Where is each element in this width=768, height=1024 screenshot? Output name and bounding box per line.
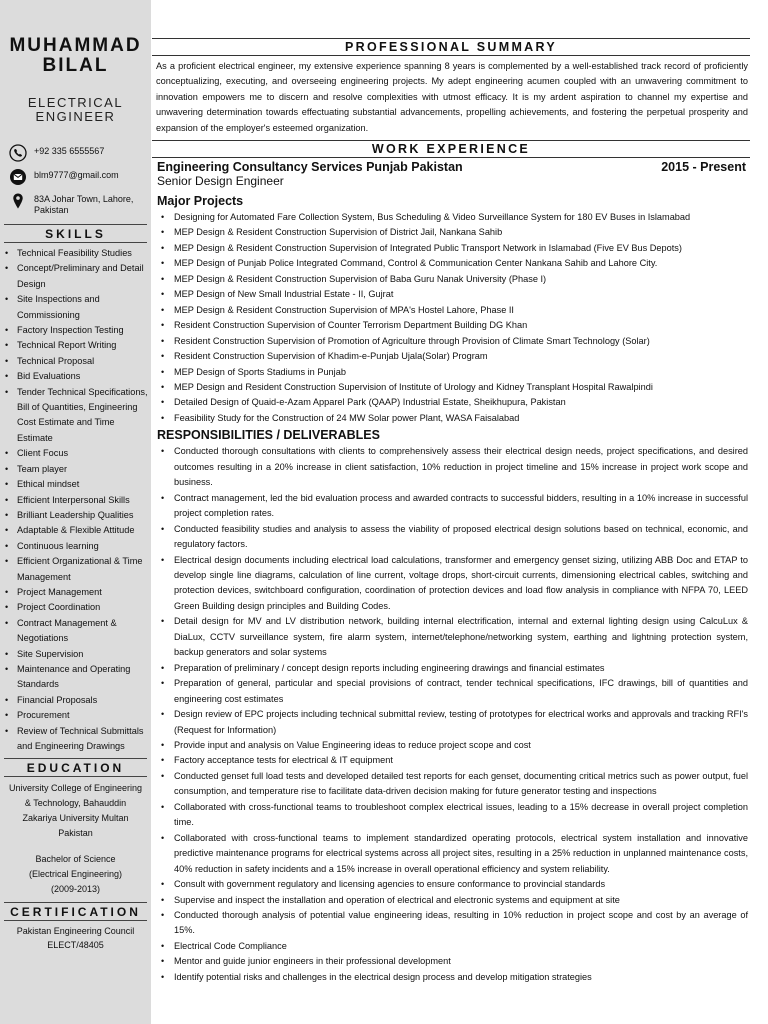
skill-item: • Maintenance and Operating Standards xyxy=(0,662,151,693)
project-item: • MEP Design and Resident Construction Supervision of Institute of Urology and Kidney Transplant Hospital Rawalpindi xyxy=(152,380,750,395)
project-item: • MEP Design & Resident Construction Supervision of MPA's Hostel Lahore, Phase II xyxy=(152,303,750,318)
skill-item: • Procurement xyxy=(0,708,151,723)
project-item: • MEP Design of Sports Stadiums in Punjab xyxy=(152,365,750,380)
responsibility-item: • Consult with government regulatory and licensing agencies to ensure conformance to provincial standards xyxy=(152,877,750,892)
project-item: • Detailed Design of Quaid-e-Azam Apparel Park (QAAP) Industrial Estate, Sheikhupura, Pakistan xyxy=(152,395,750,410)
skill-item: • Site Inspections and Commissioning xyxy=(0,292,151,323)
main-content xyxy=(152,0,750,1024)
sidebar xyxy=(0,0,151,1024)
project-item: • MEP Design of Punjab Police Integrated Command, Control & Communication Center Nankana Sahib and Lahore City. xyxy=(152,256,750,271)
project-item: • MEP Design & Resident Construction Supervision of Integrated Public Transport Network in Islamabad (Five EV Bus Depots) xyxy=(152,241,750,256)
skill-item: • Bid Evaluations xyxy=(0,369,151,384)
skill-item: • Team player xyxy=(0,462,151,477)
skill-item: • Project Coordination xyxy=(0,600,151,615)
project-item: • Resident Construction Supervision of Khadim-e-Punjab Ujala(Solar) Program xyxy=(152,349,750,364)
project-item: • MEP Design & Resident Construction Supervision of Baba Guru Nanak University (Phase I) xyxy=(152,272,750,287)
job-role: Senior Design Engineer xyxy=(157,174,284,189)
title-line-2: ENGINEER xyxy=(35,109,116,124)
contact-email xyxy=(7,168,151,186)
skill-item: • Technical Proposal xyxy=(0,354,151,369)
responsibility-item: • Preparation of general, particular and special provisions of contract, tender technical specifications, IFC drawings, bill of quantities and engineering cost estimates xyxy=(152,676,750,707)
degree-line-2: (Electrical Engineering) xyxy=(28,869,123,880)
summary-text: As a proficient electrical engineer, my extensive experience spanning 8 years is complemented by a well-established track record of proficiently conceptualizing, executing, and overseeing engineering projects. My adept engineering acumen coupled with an unwavering commitment to innovation empowers me to discern and resolve complexities with utmost efficacy. It is my ardent aspiration to channel my expertise and unwavering determination towards effectuating substantial advancements, propelling achievements, and fostering the perpetual prosperity and expansion of the employer's esteemed organization. xyxy=(156,61,748,133)
skill-item: • Concept/Preliminary and Detail Design xyxy=(0,261,151,292)
email-address[interactable]: blm9777@gmail.com xyxy=(34,170,119,180)
skill-item: • Review of Technical Submittals and Engineering Drawings xyxy=(0,724,151,755)
title-line-1: ELECTRICAL xyxy=(27,95,124,110)
degree-years: (2009-2013) xyxy=(50,884,101,895)
job-title xyxy=(0,96,151,124)
phone-icon xyxy=(7,144,29,162)
responsibility-item: • Contract management, led the bid evaluation process and awarded contracts to successful bidders, resulting in a 10% increase in successful project completion rates. xyxy=(152,491,750,522)
skill-item: • Project Management xyxy=(0,585,151,600)
responsibility-item: • Conducted thorough consultations with clients to comprehensively assess their electrical design needs, project specifications, and desired outcomes resulting in a 20% increase in client satisfaction, 10% reduction in project timeline and 15% increase in project work scope and business. xyxy=(152,444,750,490)
responsibility-item: • Design review of EPC projects including technical submittal review, testing of prototypes for electrical works and approvals and tracking RFI's (Request for Information) xyxy=(152,707,750,738)
university-line-4: Pakistan xyxy=(58,828,93,839)
skill-item: • Financial Proposals xyxy=(0,693,151,708)
education-heading: EDUCATION xyxy=(4,758,147,777)
education-entry xyxy=(0,781,151,897)
phone-number[interactable]: +92 335 6555567 xyxy=(34,146,105,156)
responsibility-item: • Conducted feasibility studies and analysis to assess the viability of proposed electrical design solutions based on technical, economic, and regulatory factors. xyxy=(152,522,750,553)
responsibilities-heading: RESPONSIBILITIES / DELIVERABLES xyxy=(157,428,380,443)
responsibility-item: • Electrical Code Compliance xyxy=(152,939,750,954)
job-header xyxy=(152,160,750,174)
certification-line-2: ELECT/48405 xyxy=(47,940,104,951)
skill-item: • Ethical mindset xyxy=(0,477,151,492)
skills-list xyxy=(0,246,151,754)
skill-item: • Site Supervision xyxy=(0,647,151,662)
candidate-name xyxy=(0,36,151,76)
summary-heading: PROFESSIONAL SUMMARY xyxy=(152,38,750,56)
job-dates: 2015 - Present xyxy=(661,160,746,175)
responsibility-item: • Supervise and inspect the installation and operation of electrical and electronic systems and equipment at site xyxy=(152,893,750,908)
name-line-2: BILAL xyxy=(42,55,109,76)
skill-item: • Contract Management & Negotiations xyxy=(0,616,151,647)
skill-item: • Efficient Interpersonal Skills xyxy=(0,493,151,508)
university-line-1: University College of Engineering xyxy=(8,783,143,794)
address-line-2: Pakistan xyxy=(34,205,69,215)
responsibility-item: • Conducted thorough analysis of potential value engineering ideas, resulting in 10% reduction in project scope and cost by an average of 15%. xyxy=(152,908,750,939)
responsibility-item: • Factory acceptance tests for electrical & IT equipment xyxy=(152,753,750,768)
responsibilities-list xyxy=(152,444,750,985)
project-item: • Resident Construction Supervision of Promotion of Agriculture through Provision of Climate Smart Technology (Solar) xyxy=(152,334,750,349)
responsibility-item: • Collaborated with cross-functional teams to implement standardized operating protocols, electrical system installation and innovative predictive maintenance programs for electrical systems across all project sites, resulting in a 25% reduction in unplanned maintenance costs, 40% reduction in safety incidents and a 15% increase in overall operational efficiency and system reliability. xyxy=(152,831,750,877)
skill-item: • Efficient Organizational & Time Management xyxy=(0,554,151,585)
certification-line-1: Pakistan Engineering Council xyxy=(16,926,135,937)
location-pin-icon xyxy=(7,192,29,210)
responsibility-item: • Provide input and analysis on Value Engineering ideas to reduce project scope and cost xyxy=(152,738,750,753)
contact-address xyxy=(7,192,151,216)
contact-phone xyxy=(7,144,151,162)
skill-item: • Technical Report Writing xyxy=(0,338,151,353)
university-line-2: & Technology, Bahauddin xyxy=(24,798,127,809)
projects-list xyxy=(152,210,750,426)
skills-heading: SKILLS xyxy=(4,224,147,243)
responsibility-item: • Collaborated with cross-functional teams to troubleshoot complex electrical issues, leading to a 15% decrease in overall project completion time. xyxy=(152,800,750,831)
address xyxy=(34,192,133,216)
degree-line-1: Bachelor of Science xyxy=(35,854,116,865)
responsibility-item: • Electrical design documents including electrical load calculations, transformer and emergency genset sizing, utilizing ABB Doc and ETAP to develop single line diagrams, calculation of line current, voltage drops, short-circuit currents, dimensioning electrical cables, switching and protection devices, switchboard configuration, coordination of protection devices and load flow analysis in compliance with NFPA 70, LEED Green Building design principles and Building Codes. xyxy=(152,553,750,615)
project-item: • Resident Construction Supervision of Counter Terrorism Department Building DG Khan xyxy=(152,318,750,333)
certification-entry xyxy=(0,924,151,952)
responsibility-item: • Detail design for MV and LV distribution network, building internal electrification, internal and external lighting design using CalcuLux & DiaLux, CCTV surveillance system, fire alarm system, internet/telephone/networking system, earthing and lightning protection system, backup generators and solar systems xyxy=(152,614,750,660)
project-item: • Designing for Automated Fare Collection System, Bus Scheduling & Video Surveillance System for 180 EV Buses in Islamabad xyxy=(152,210,750,225)
responsibility-item: • Mentor and guide junior engineers in their professional development xyxy=(152,954,750,969)
skill-item: • Adaptable & Flexible Attitude xyxy=(0,523,151,538)
project-item: • MEP Design of New Small Industrial Estate - II, Gujrat xyxy=(152,287,750,302)
skill-item: • Client Focus xyxy=(0,446,151,461)
skill-item: • Brilliant Leadership Qualities xyxy=(0,508,151,523)
skill-item: • Technical Feasibility Studies xyxy=(0,246,151,261)
address-line-1: 83A Johar Town, Lahore, xyxy=(34,194,134,204)
responsibility-item: • Preparation of preliminary / concept design reports including engineering drawings and financial estimates xyxy=(152,661,750,676)
name-line-1: MUHAMMAD xyxy=(9,35,142,56)
skill-item: • Factory Inspection Testing xyxy=(0,323,151,338)
certification-heading: CERTIFICATION xyxy=(4,902,147,921)
contact-info xyxy=(0,144,151,216)
responsibility-item: • Identify potential risks and challenges in the electrical design process and develop mitigation strategies xyxy=(152,970,750,985)
project-item: • MEP Design & Resident Construction Supervision of District Jail, Nankana Sahib xyxy=(152,225,750,240)
project-item: • Feasibility Study for the Construction of 24 MW Solar power Plant, WASA Faisalabad xyxy=(152,411,750,426)
work-experience-heading: WORK EXPERIENCE xyxy=(152,140,750,158)
email-icon xyxy=(7,168,29,186)
university-line-3: Zakariya University Multan xyxy=(22,813,129,824)
responsibility-item: • Conducted genset full load tests and developed detailed test reports for each genset, documenting critical metrics such as power output, fuel consumption, and temperature rise to facilitate data-driven decision making for future generator testing and inspections xyxy=(152,769,750,800)
company-name: Engineering Consultancy Services Punjab Pakistan xyxy=(157,160,463,175)
skill-item: • Continuous learning xyxy=(0,539,151,554)
skill-item: • Tender Technical Specifications, Bill of Quantities, Engineering Cost Estimate and Time Estimate xyxy=(0,385,151,447)
major-projects-heading: Major Projects xyxy=(157,194,244,209)
